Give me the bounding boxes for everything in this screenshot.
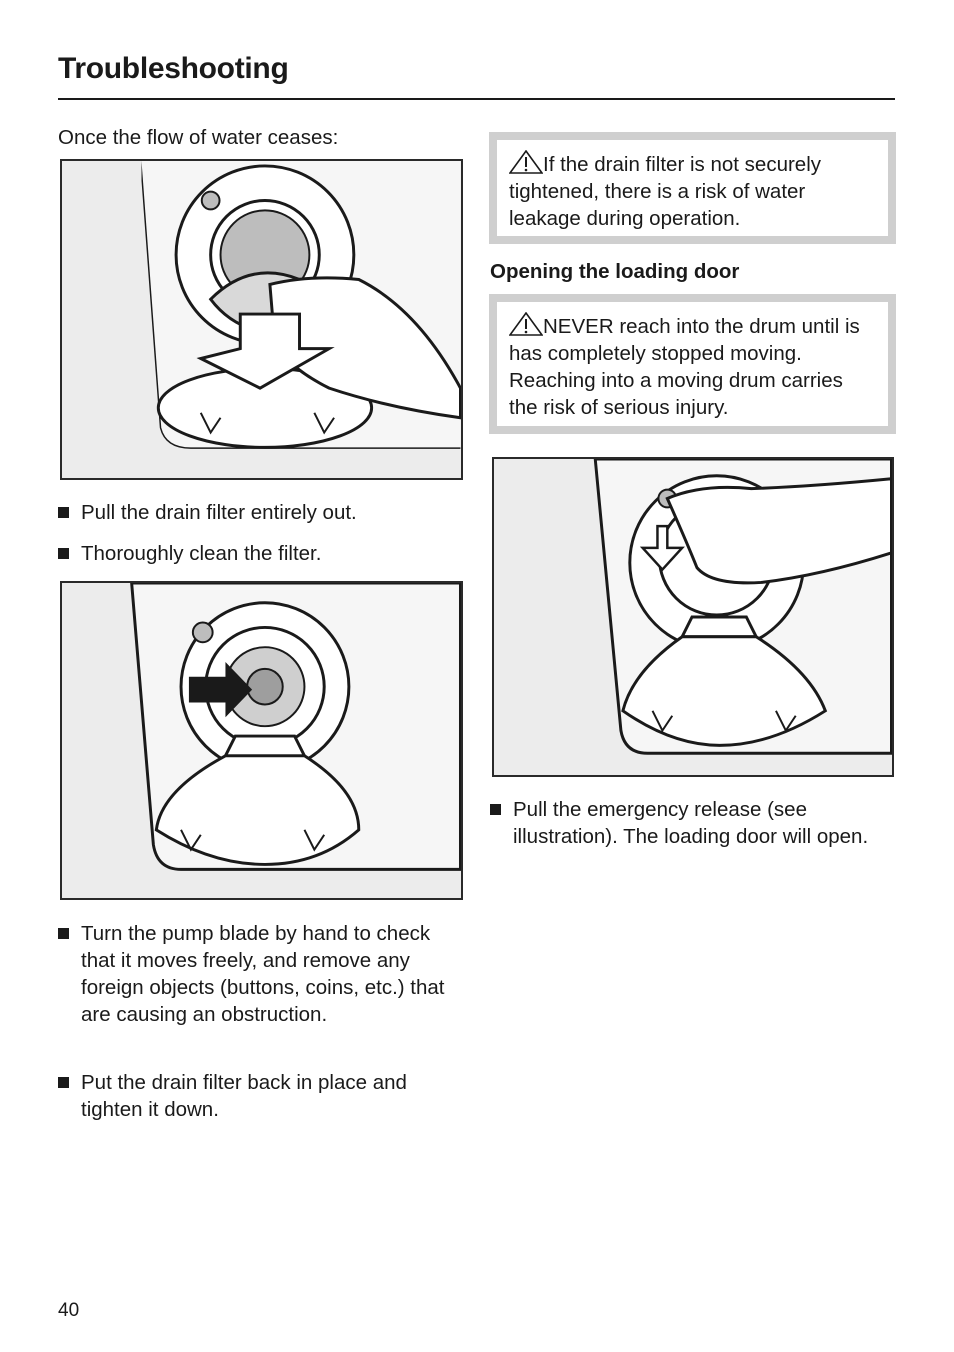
warning-text: NEVER reach into the drum until is has completely stopped moving. Reaching into a moving drum carries the risk of serious injury. xyxy=(509,315,860,419)
warning-triangle-icon xyxy=(509,150,543,174)
bullet-text: Turn the pump blade by hand to check that it moves freely, and remove any foreign objects (buttons, coins, etc.) that are causing an obstruction. xyxy=(81,922,445,1026)
warning-triangle-icon xyxy=(509,312,543,336)
title-rule xyxy=(58,98,895,100)
emergency-release-drawing xyxy=(494,459,892,775)
bullet-text: Pull the emergency release (see illustration). The loading door will open. xyxy=(513,798,869,848)
bullet-emergency-release xyxy=(490,796,890,850)
warning-text: If the drain filter is not securely tightened, there is a risk of water leakage during operation. xyxy=(509,153,822,230)
pump-blade-drawing xyxy=(62,583,461,898)
illustration-pump-blade xyxy=(60,581,463,900)
intro-text: Once the flow of water ceases: xyxy=(58,126,339,149)
page-number: 40 xyxy=(58,1300,80,1321)
bullet-replace-filter xyxy=(58,1069,458,1123)
bullet-text: Put the drain filter back in place and tighten it down. xyxy=(81,1071,407,1121)
filter-removal-drawing xyxy=(62,161,461,478)
bullet-square-icon xyxy=(58,507,69,518)
illustration-emergency-release xyxy=(492,457,894,777)
page-title: Troubleshooting xyxy=(58,52,289,85)
bullet-text: Pull the drain filter entirely out. xyxy=(81,501,357,524)
bullet-square-icon xyxy=(490,804,501,815)
illustration-filter-removal xyxy=(60,159,463,480)
warning-box-leakage xyxy=(489,132,896,244)
bullet-turn-pump-blade xyxy=(58,920,458,1028)
bullet-square-icon xyxy=(58,1077,69,1088)
subheading-opening-door: Opening the loading door xyxy=(490,260,740,283)
warning-box-drum xyxy=(489,294,896,434)
bullet-text: Thoroughly clean the filter. xyxy=(81,542,322,565)
bullet-square-icon xyxy=(58,928,69,939)
bullet-square-icon xyxy=(58,548,69,559)
bullet-pull-filter xyxy=(58,499,458,526)
bullet-clean-filter xyxy=(58,540,458,567)
